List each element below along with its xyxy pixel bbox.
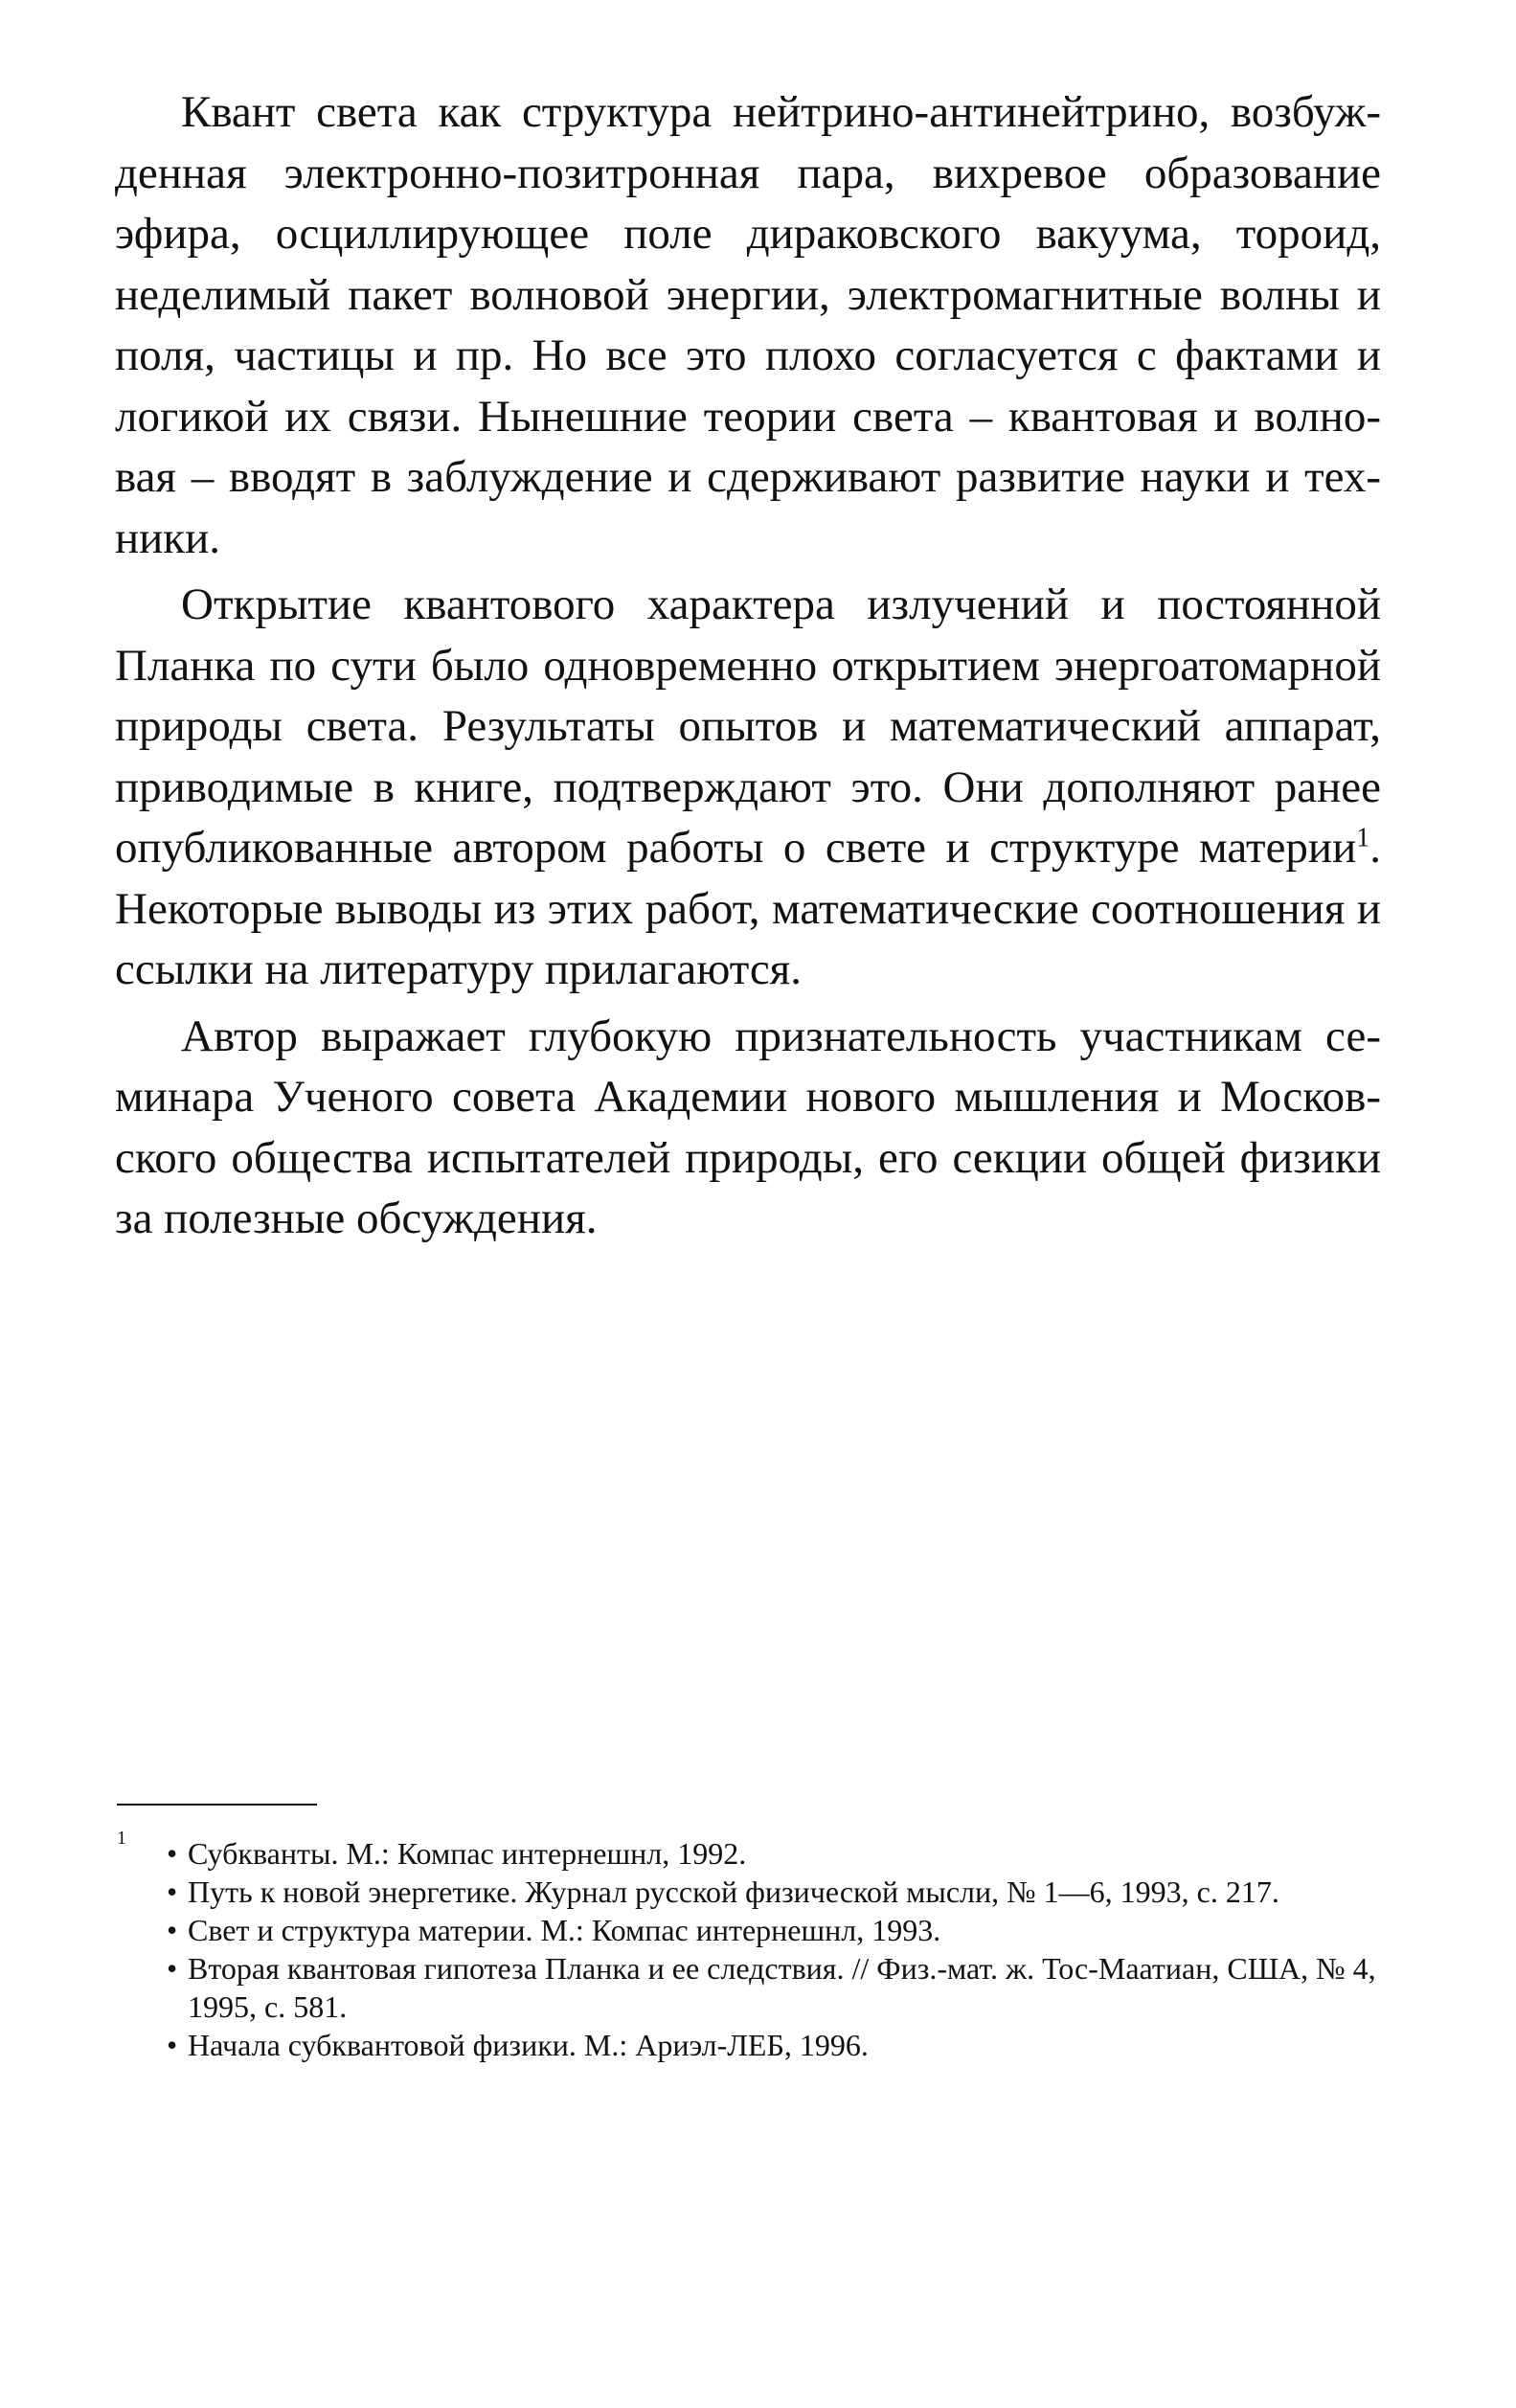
footnotes [117, 1828, 1381, 2064]
footnote-item: • Путь к новой энергетике. Журнал русской физической мысли, № 1—6, 1993, с. 217. [167, 1873, 1381, 1911]
footnote-item: • Свет и структура материи. М.: Компас интернешнл, 1993. [167, 1911, 1381, 1949]
paragraph-planck-discovery [115, 575, 1381, 1001]
footnote-marker: 1 [117, 1828, 126, 1849]
paragraph-acknowledgements: Автор выражает глубокую признательность участникам семинара Ученого совета Академии нового мышления и Московского общества испытателей природы, его секции общей физики за полезные обсуждения. [115, 1011, 1381, 1243]
footnote-item: • Вторая квантовая гипотеза Планка и ее следствия. // Физ.-мат. ж. Тос-Маатиан, США, № 4, 1995, с. 581. [167, 1949, 1381, 2026]
footnote-item: • Начала субквантовой физики. М.: Ариэл-ЛЕБ, 1996. [167, 2026, 1381, 2064]
paragraph-planck-tail: . Некоторые выводы из этих работ, математические соотношения и ссылки на литературу прилагаются. [115, 823, 1381, 994]
footnote-reference[interactable]: 1 [1356, 823, 1370, 853]
paragraph-light-quantum: Квант света как структура нейтрино-антинейтрино, возбужденная электронно-позитронная пара, вихревое образование эфира, осциллирующее поле дираковского вакуума, тороид, неделимый пакет волновой энергии, электромагнитные волны и поля, частицы и пр. Но все это плохо согласуется с фактами и логикой их связи. Нынешние теории света – квантовая и волновая – вводят в заблуждение и сдерживают развитие науки и техники. [115, 87, 1381, 563]
page-body [115, 82, 1381, 1256]
paragraph-planck-text: Открытие квантового характера излучений и постоянной Планка по сути было одновременно открытием энергоатомарной природы света. Результаты опытов и математический аппарат, приводимые в книге, подтверждают это. Они дополняют ранее опубликованные автором работы о свете и структуре материи [115, 579, 1381, 873]
footnote-list [117, 1834, 1381, 2064]
footnote-item: • Субкванты. М.: Компас интернешнл, 1992. [167, 1834, 1381, 1873]
footnote-divider [117, 1804, 317, 1806]
